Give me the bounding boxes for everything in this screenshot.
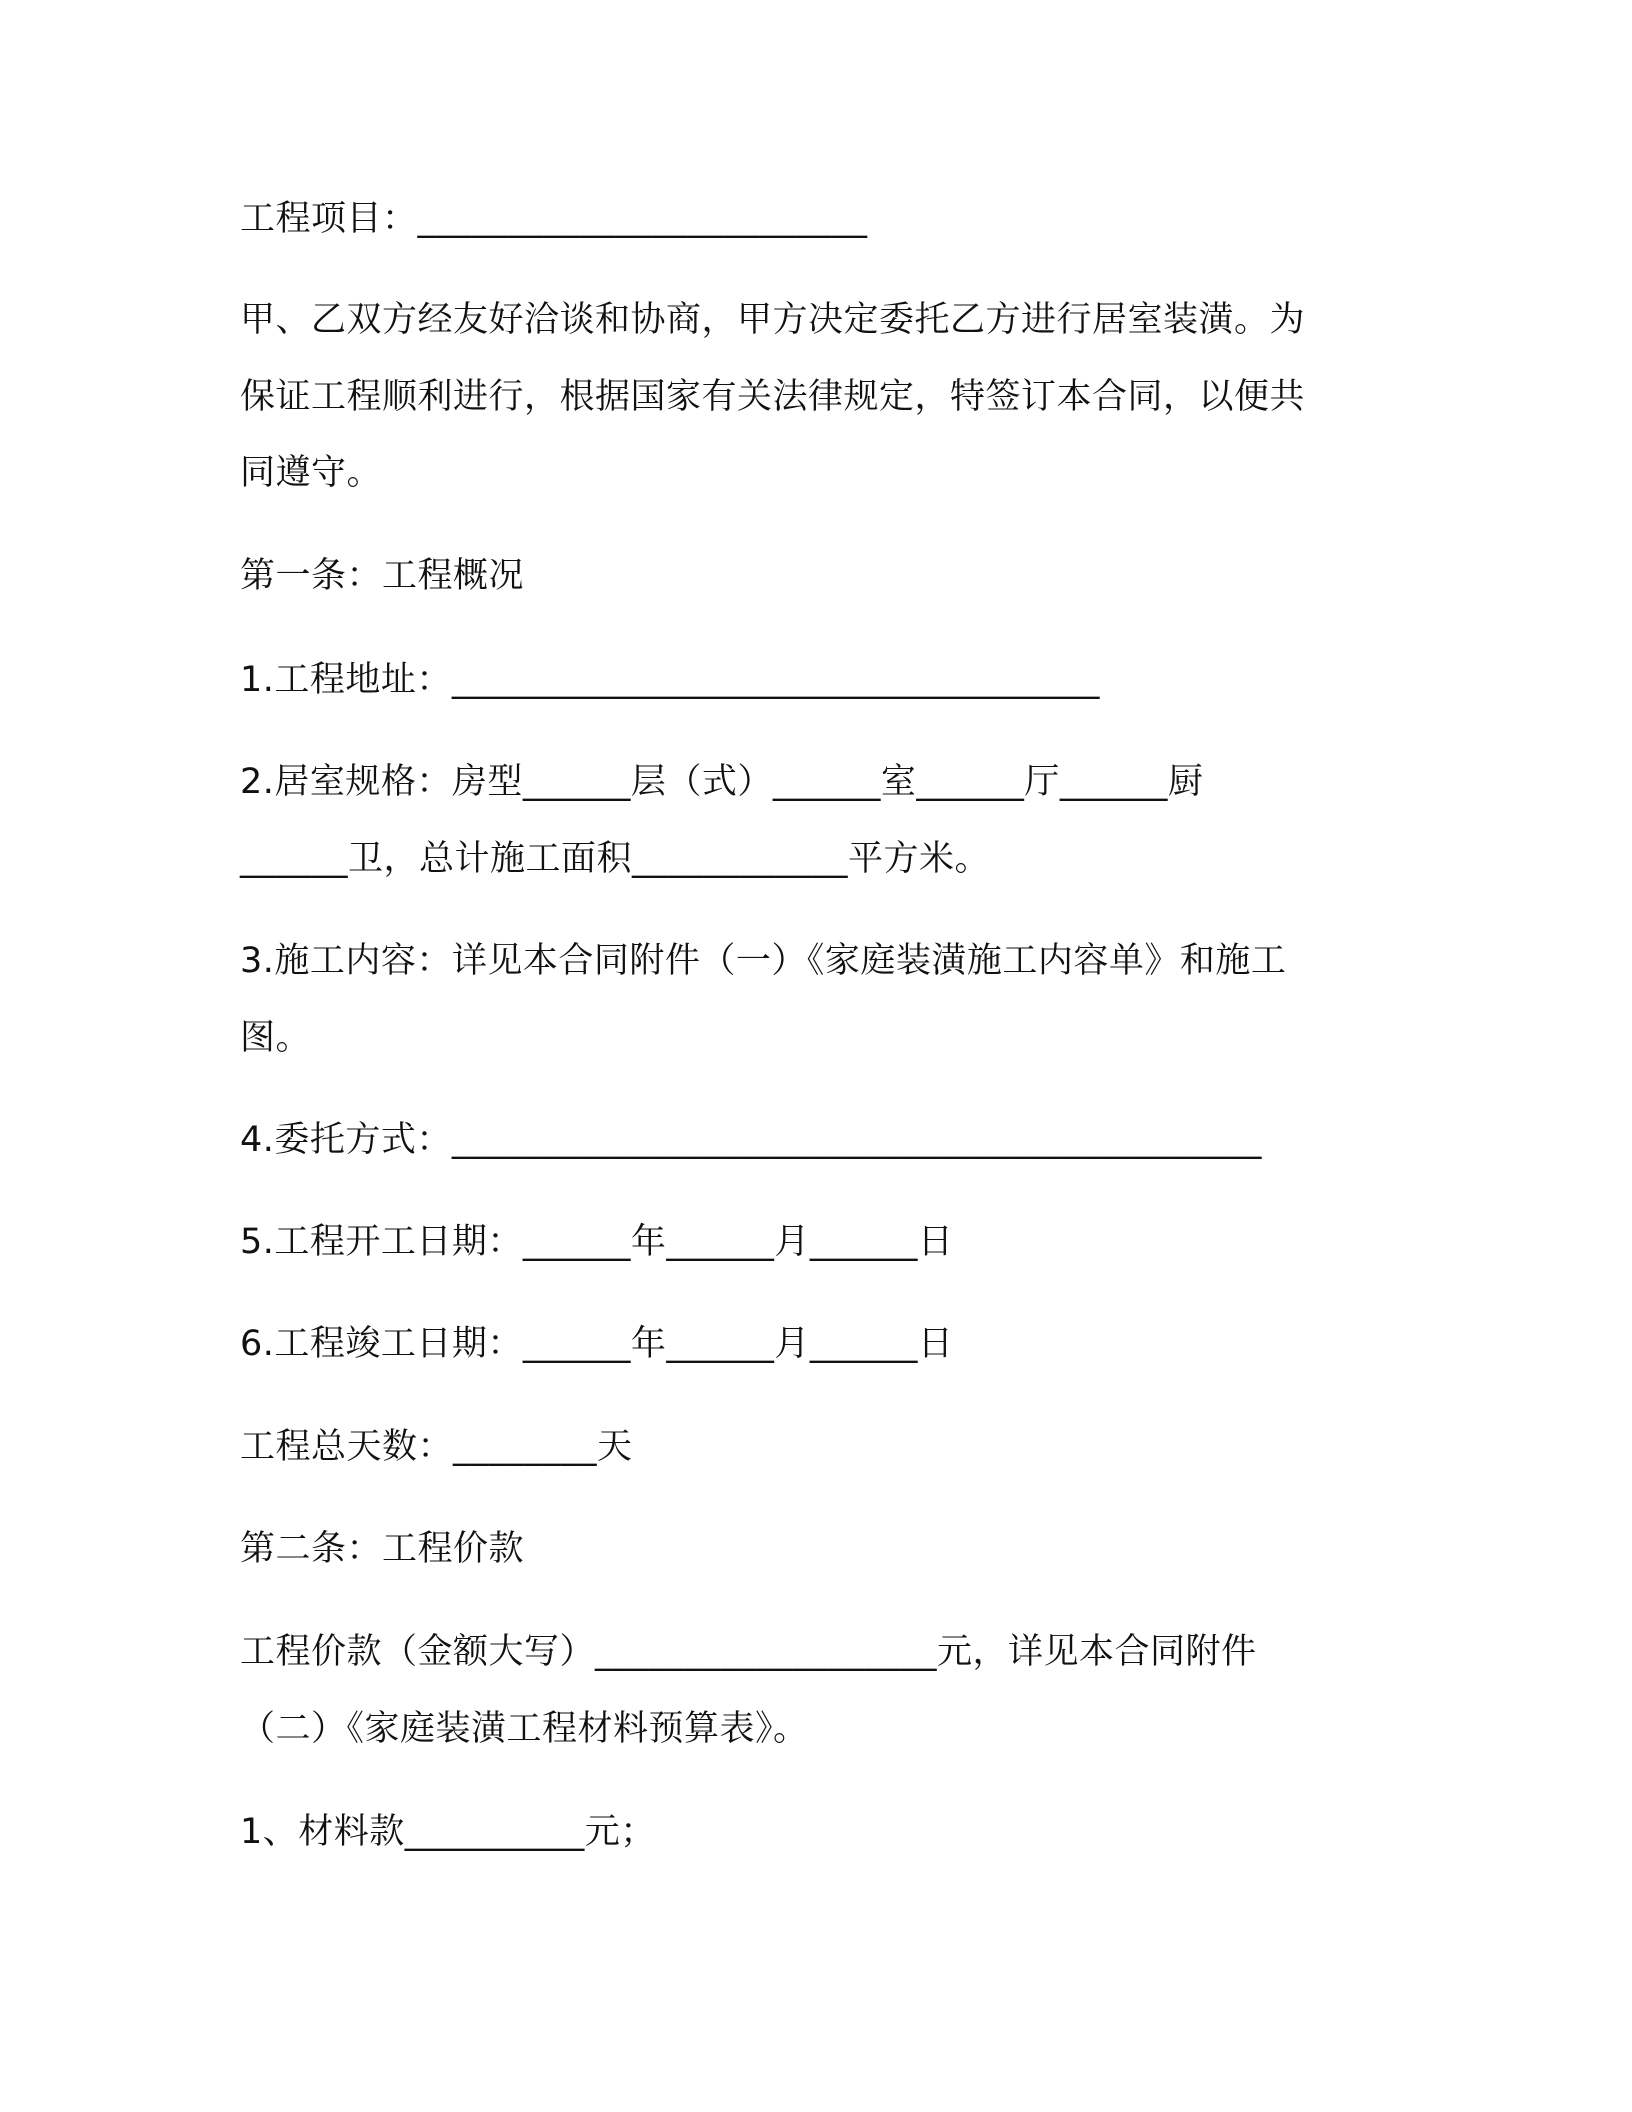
intro-line-2: 保证工程顺利进行，根据国家有关法律规定，特签订本合同，以便共	[240, 377, 1306, 417]
price-line-1: 工程价款（金额大写）___________________元，详见本合同附件	[240, 1632, 1257, 1672]
price-line-2: （二）《家庭装潢工程材料预算表》。	[240, 1709, 809, 1749]
project-line: 工程项目：_________________________	[240, 199, 868, 239]
material-fee: 1、材料款__________元；	[240, 1812, 656, 1852]
intro-line-3: 同遵守。	[240, 453, 383, 493]
intro-line-1: 甲、乙双方经友好洽谈和协商，甲方决定委托乙方进行居室装潢。为	[240, 300, 1306, 340]
item3-content-line-2: 图。	[240, 1018, 312, 1058]
article1-title: 第一条：工程概况	[240, 556, 525, 596]
item4-method: 4.委托方式：_____________________________________________	[240, 1120, 1262, 1160]
item5-start-date: 5.工程开工日期：______年______月______日	[240, 1222, 954, 1262]
item6-end-date: 6.工程竣工日期：______年______月______日	[240, 1324, 954, 1364]
item2-spec-line-1: 2.居室规格：房型______层（式）______室______厅______厨	[240, 762, 1204, 802]
total-days: 工程总天数：________天	[240, 1427, 633, 1467]
item1-address: 1.工程地址：____________________________________	[240, 660, 1100, 700]
item2-spec-line-2: ______卫，总计施工面积____________平方米。	[240, 839, 991, 879]
article2-title: 第二条：工程价款	[240, 1529, 525, 1569]
item3-content-line-1: 3.施工内容：详见本合同附件（一）《家庭装潢施工内容单》和施工	[240, 941, 1287, 981]
